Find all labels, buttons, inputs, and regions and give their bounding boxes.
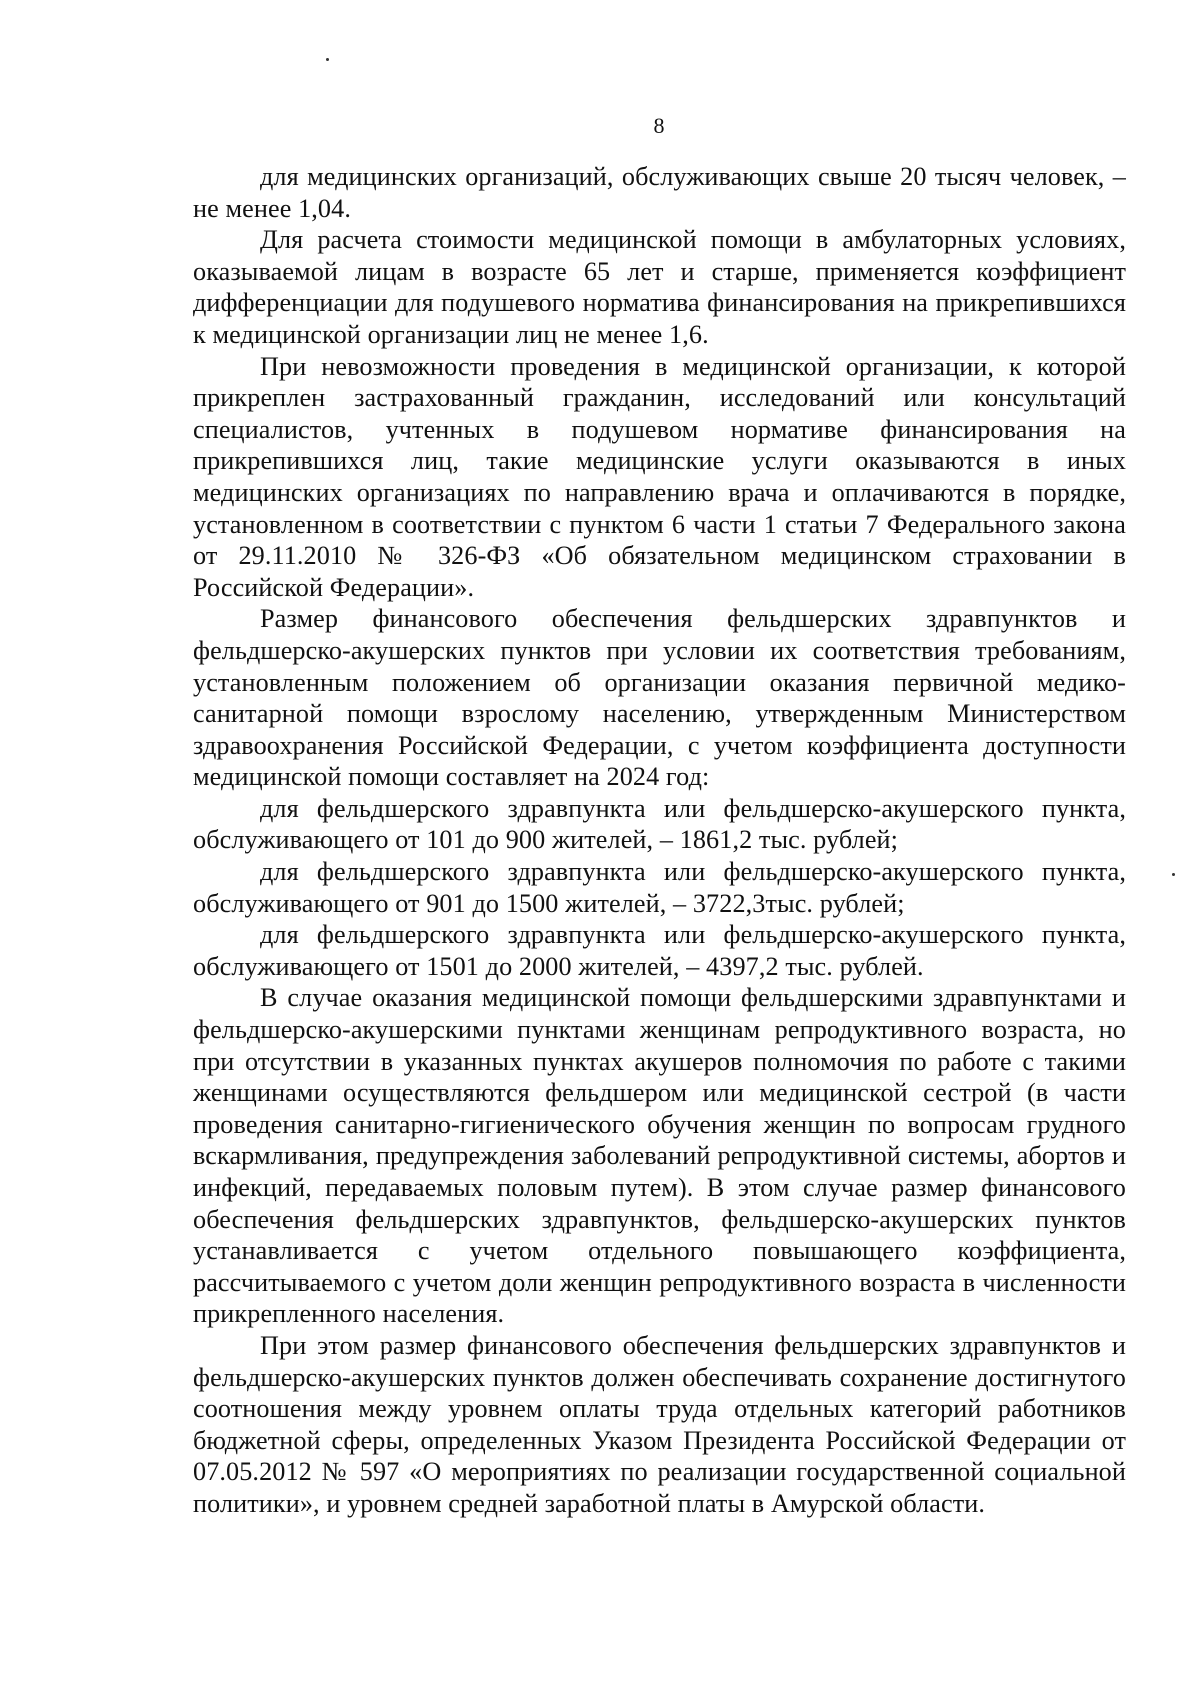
document-body: [193, 161, 1126, 1520]
paragraph-reproductive-age: В случае оказания медицинской помощи фельдшерскими здравпунктами и фельдшерско-акушерскими пунктами женщинам репродуктивного возраста, но при отсутствии в указанных пунктах акушеров полномочия по работе с такими женщинами осуществляются фельдшером или медицинской сестрой (в части проведения санитарно-гигиенического обучения женщин по вопросам грудного вскармливания, предупреждения заболеваний репродуктивной системы, абортов и инфекций, передаваемых половым путем). В этом случае размер финансового обеспечения фельдшерских здравпунктов, фельдшерско-акушерских пунктов устанавливается с учетом отдельного повышающего коэффициента, рассчитываемого с учетом доли женщин репродуктивного возраста в численности прикрепленного населения.: [193, 983, 1126, 1329]
page-number: 8: [653, 113, 665, 138]
list-item-fap-901-1500: для фельдшерского здравпункта или фельдшерско-акушерского пункта, обслуживающего от 901 до 1500 жителей, – 3722,3тыс. рублей;: [193, 857, 1126, 918]
scan-speck: [326, 58, 329, 61]
scan-speck: [1172, 873, 1175, 876]
paragraph-coefficient-20k: для медицинских организаций, обслуживающих свыше 20 тысяч человек, – не менее 1,04.: [193, 162, 1126, 223]
paragraph-wage-ratio: При этом размер финансового обеспечения фельдшерских здравпунктов и фельдшерско-акушерских пунктов должен обеспечивать сохранение достигнутого соотношения между уровнем оплаты труда отдельных категорий работников бюджетной сферы, определенных Указом Президента Российской Федерации от 07.05.2012 № 597 «О мероприятиях по реализации государственной социальной политики», и уровнем средней заработной платы в Амурской области.: [193, 1330, 1126, 1518]
paragraph-fap-funding: Размер финансового обеспечения фельдшерских здравпунктов и фельдшерско-акушерских пунктов при условии их соответствия требованиям, установленным положением об организации оказания первичной медико-санитарной помощи взрослому населению, утвержденным Министерством здравоохранения Российской Федерации, с учетом коэффициента доступности медицинской помощи составляет на 2024 год:: [193, 604, 1126, 792]
paragraph-age-65-coefficient: Для расчета стоимости медицинской помощи в амбулаторных условиях, оказываемой лицам в возрасте 65 лет и старше, применяется коэффициент дифференциации для подушевого норматива финансирования на прикрепившихся к медицинской организации лиц не менее 1,6.: [193, 225, 1126, 349]
list-item-fap-101-900: для фельдшерского здравпункта или фельдшерско-акушерского пункта, обслуживающего от 101 до 900 жителей, – 1861,2 тыс. рублей;: [193, 793, 1126, 855]
list-item-fap-1501-2000: для фельдшерского здравпункта или фельдшерско-акушерского пункта, обслуживающего от 1501 до 2000 жителей, – 4397,2 тыс. рублей.: [193, 920, 1126, 981]
paragraph-external-services: При невозможности проведения в медицинской организации, к которой прикреплен застрахованный гражданин, исследований или консультаций специалистов, учтенных в подушевом нормативе финансирования на прикрепившихся лиц, такие медицинские услуги оказываются в иных медицинских организациях по направлению врача и оплачиваются в порядке, установленном в соответствии с пунктом 6 части 1 статьи 7 Федерального закона от 29.11.2010 № 326-ФЗ «Об обязательном медицинском страховании в Российской Федерации».: [193, 351, 1126, 602]
